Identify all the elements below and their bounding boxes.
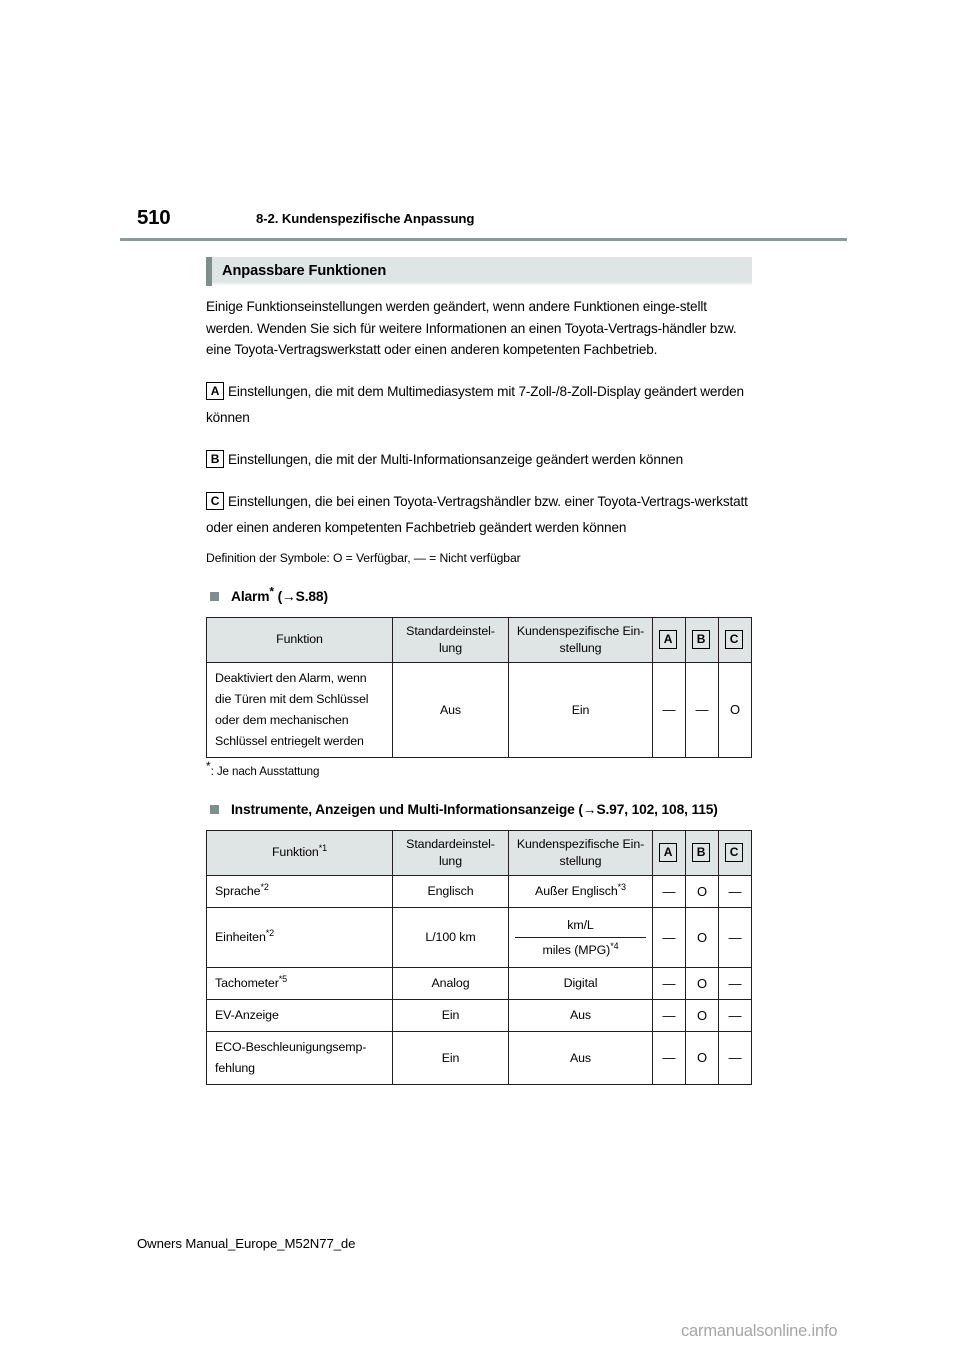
page-content xyxy=(206,296,752,1085)
col-header-a xyxy=(653,830,686,875)
col-header-c xyxy=(719,830,752,875)
table-row xyxy=(207,875,752,907)
cell-function-footnote: *5 xyxy=(278,973,288,984)
col-header-c xyxy=(719,617,752,662)
col-header-custom: Kundenspezifische Ein-stellung xyxy=(509,830,653,875)
section-title-bar xyxy=(206,257,752,286)
table-row xyxy=(207,1031,752,1084)
cell-default: Analog xyxy=(393,967,509,999)
table-note-text: : Je nach Ausstattung xyxy=(210,764,320,778)
cell-c: O xyxy=(719,662,752,757)
col-header-b xyxy=(686,830,719,875)
legend-text-c: Einstellungen, die bei einen Toyota-Vertragshändler bzw. einer Toyota-Vertrags-werkstatt oder einen anderen kompetenten Fachbetrieb geändert werden können xyxy=(206,493,748,535)
table-note-alarm xyxy=(206,758,752,778)
legend-item-c xyxy=(206,489,752,541)
cell-function: ECO-Beschleunigungsemp-fehlung xyxy=(207,1031,393,1084)
cell-function xyxy=(207,907,393,967)
cell-c: — xyxy=(719,967,752,999)
col-header-function xyxy=(207,830,393,875)
cell-custom-option-2-text: miles (MPG) xyxy=(542,942,611,957)
cell-custom: Aus xyxy=(509,1031,653,1084)
cell-default: Englisch xyxy=(393,875,509,907)
header-divider xyxy=(120,238,847,241)
custom-split-row xyxy=(515,913,646,938)
cell-a: — xyxy=(653,662,686,757)
cell-custom-option-2 xyxy=(515,937,646,962)
cell-default: Ein xyxy=(393,1031,509,1084)
legend-box-c: C xyxy=(206,492,224,511)
cell-custom: Digital xyxy=(509,967,653,999)
cell-b: O xyxy=(686,999,719,1031)
legend-item-b xyxy=(206,447,752,473)
page-number: 510 xyxy=(137,206,171,229)
cell-function-footnote: *2 xyxy=(265,927,275,938)
table-row xyxy=(207,907,752,967)
col-header-function: Funktion xyxy=(207,617,393,662)
symbol-definition: Definition der Symbole: O = Verfügbar, — = Nicht verfügbar xyxy=(206,550,521,565)
page-section-title: 8-2. Kundenspezifische Anpassung xyxy=(256,211,475,226)
watermark: carmanualsonline.info xyxy=(681,1322,838,1340)
cell-b: O xyxy=(686,1031,719,1084)
subsection-heading-alarm-footnote: * xyxy=(269,583,274,598)
col-header-default: Standardeinstel-lung xyxy=(393,830,509,875)
cell-default: Aus xyxy=(393,662,509,757)
table-note-marker: * xyxy=(206,758,211,773)
cell-custom-option-2-footnote: *4 xyxy=(610,940,619,951)
col-header-a xyxy=(653,617,686,662)
cell-default: L/100 km xyxy=(393,907,509,967)
table-row xyxy=(207,662,752,757)
col-header-box-c: C xyxy=(725,843,743,862)
cell-custom xyxy=(509,875,653,907)
intro-paragraph: Einige Funktionseinstellungen werden geändert, wenn andere Funktionen einge-stellt werden. Wenden Sie sich für weitere Informationen an einen Toyota-Vertrags-händler bzw. eine Toyota-Vertragswerkstatt oder einen anderen kompetenten Fachbetrieb. xyxy=(206,299,737,357)
col-header-custom: Kundenspezifische Ein-stellung xyxy=(509,617,653,662)
table-header-row xyxy=(207,617,752,662)
cell-b: O xyxy=(686,907,719,967)
cell-c: — xyxy=(719,999,752,1031)
col-header-default: Standardeinstel-lung xyxy=(393,617,509,662)
section-heading: Anpassbare Funktionen xyxy=(222,263,387,279)
subsection-heading-instrumente-text: Instrumente, Anzeigen und Multi-Informationsanzeige (→S.97, 102, 108, 115) xyxy=(231,801,718,817)
legend-box-b: B xyxy=(206,450,224,469)
cell-c: — xyxy=(719,907,752,967)
col-header-box-a: A xyxy=(659,843,677,862)
cell-b: O xyxy=(686,875,719,907)
cell-default: Ein xyxy=(393,999,509,1031)
subsection-heading-alarm-text: Alarm xyxy=(231,588,270,604)
legend-text-b: Einstellungen, die mit der Multi-Informationsanzeige geändert werden können xyxy=(228,451,683,467)
col-header-function-footnote: *1 xyxy=(318,842,328,853)
cell-b: O xyxy=(686,967,719,999)
cell-custom: Ein xyxy=(509,662,653,757)
cell-b: — xyxy=(686,662,719,757)
custom-split-row xyxy=(515,937,646,962)
cell-custom: Aus xyxy=(509,999,653,1031)
cell-function: EV-Anzeige xyxy=(207,999,393,1031)
col-header-b xyxy=(686,617,719,662)
table-instrumente xyxy=(206,830,752,1085)
cell-a: — xyxy=(653,999,686,1031)
legend-box-a: A xyxy=(206,382,224,401)
subsection-heading-alarm xyxy=(206,583,752,607)
subsection-heading-instrumente xyxy=(206,800,752,820)
cell-c: — xyxy=(719,1031,752,1084)
cell-custom-text: Außer Englisch xyxy=(535,884,618,898)
cell-function-footnote: *2 xyxy=(260,881,269,892)
cell-function xyxy=(207,967,393,999)
cell-function-text: Einheiten xyxy=(215,929,266,944)
col-header-box-a: A xyxy=(659,630,677,649)
legend-item-a xyxy=(206,379,752,431)
table-row xyxy=(207,967,752,999)
subsection-heading-alarm-ref: (→S.88) xyxy=(277,588,328,604)
cell-custom-footnote: *3 xyxy=(617,881,626,892)
table-row xyxy=(207,999,752,1031)
table-alarm xyxy=(206,617,752,758)
title-bar-accent xyxy=(206,257,212,286)
cell-function: Deaktiviert den Alarm, wenn die Türen mit dem Schlüssel oder dem mechanischen Schlüssel entriegelt werden xyxy=(207,662,393,757)
cell-function xyxy=(207,875,393,907)
square-bullet-icon xyxy=(210,592,219,601)
col-header-box-b: B xyxy=(692,843,710,862)
custom-split-table xyxy=(515,913,646,962)
col-header-function-text: Funktion xyxy=(271,845,319,859)
cell-a: — xyxy=(653,1031,686,1084)
square-bullet-icon xyxy=(210,805,219,814)
cell-custom-split xyxy=(509,907,653,967)
cell-a: — xyxy=(653,907,686,967)
col-header-box-b: B xyxy=(692,630,710,649)
cell-c: — xyxy=(719,875,752,907)
cell-a: — xyxy=(653,875,686,907)
table-header-row xyxy=(207,830,752,875)
col-header-box-c: C xyxy=(725,630,743,649)
cell-function-text: Sprache xyxy=(215,883,261,898)
legend-text-a: Einstellungen, die mit dem Multimediasystem mit 7-Zoll-/8-Zoll-Display geändert werden können xyxy=(206,383,744,425)
footer-file-name: Owners Manual_Europe_M52N77_de xyxy=(137,1236,356,1251)
cell-custom-option-1: km/L xyxy=(515,913,646,938)
cell-function-text: Tachometer xyxy=(215,975,279,990)
cell-a: — xyxy=(653,967,686,999)
